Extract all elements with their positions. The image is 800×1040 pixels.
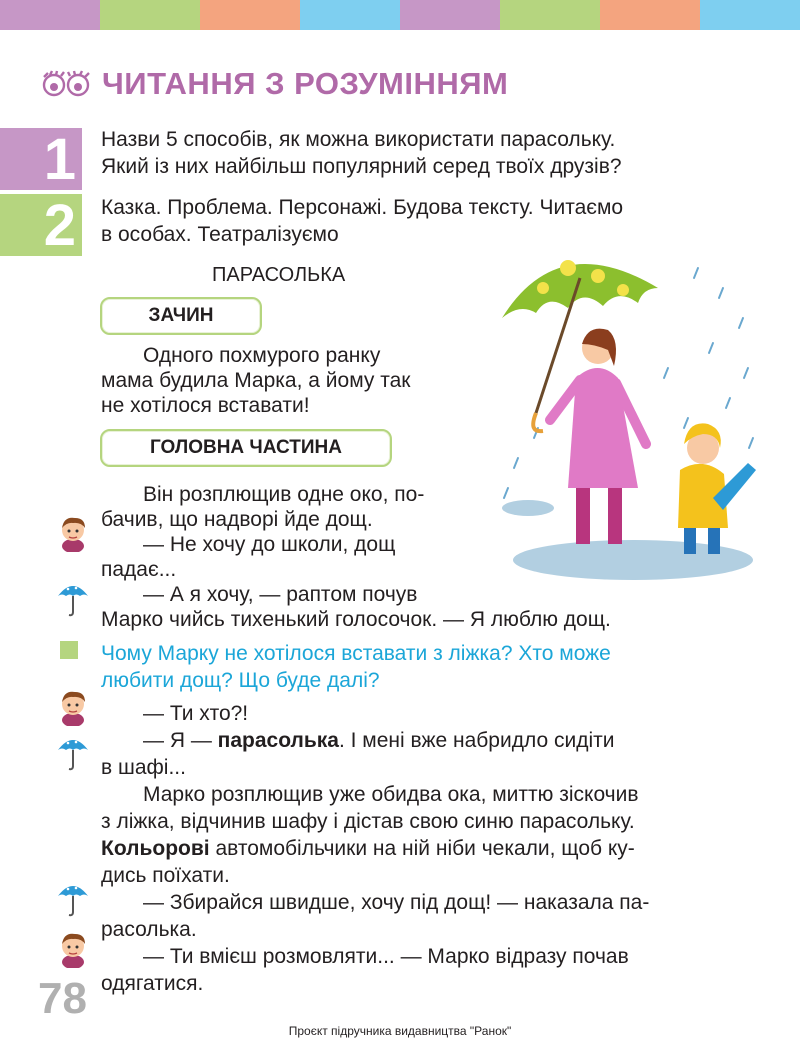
stripe (600, 0, 700, 30)
task-line: Казка. Проблема. Персонажі. Будова тексту. Читаємо (101, 196, 624, 219)
text-line: в шафі... (101, 756, 186, 779)
story-title: ПАРАСОЛЬКА (212, 264, 346, 286)
task-text (101, 194, 623, 248)
task-line: в особах. Театралізуємо (101, 223, 339, 246)
task-number-box (0, 194, 82, 256)
text-line: мама будила Марка, а йому так (101, 369, 411, 392)
text-line: — Ти вмієш розмовляти... — Марко відразу почав (143, 945, 629, 968)
stripe (700, 0, 800, 30)
text-line: дись поїхати. (101, 864, 230, 887)
section-title: ЧИТАННЯ З РОЗУМІННЯМ (102, 66, 509, 101)
boy-speaker-icon (55, 686, 91, 726)
bold-word: Кольорові (101, 837, 210, 860)
text-line: не хотілося вставати! (101, 394, 310, 417)
task-line: Назви 5 способів, як можна використати парасольку. (101, 128, 616, 151)
stripe (300, 0, 400, 30)
task-text (101, 126, 622, 180)
boy-speaker-icon (55, 512, 91, 552)
text-line: — Збирайся швидше, хочу під дощ! — наказала па- (143, 891, 650, 914)
section-label-intro: ЗАЧИН (100, 297, 262, 335)
text-line: Одного похмурого ранку (143, 344, 381, 367)
text-line: — Ти хто?! (143, 702, 249, 725)
text-line: з ліжка, відчинив шафу і дістав свою синю парасольку. (101, 810, 635, 833)
question-marker (60, 641, 78, 659)
dialogue-paragraph (101, 700, 649, 997)
question-line: Чому Марку не хотілося вставати з ліжка? Хто може (101, 642, 611, 665)
stripe (200, 0, 300, 30)
text-line: Марко розплющив уже обидва ока, миттю зіскочив (143, 783, 639, 806)
text-line: Він розплющив одне око, по- (143, 483, 425, 506)
task-number: 2 (43, 193, 76, 258)
question-text (101, 640, 611, 694)
text-line (101, 835, 649, 862)
text-line: падає... (101, 558, 177, 581)
text-line: — Не хочу до школи, дощ (143, 533, 396, 556)
text-line: Марко чийсь тихенький голосочок. — Я люблю дощ. (101, 608, 611, 631)
text-line: расолька. (101, 918, 197, 941)
umbrella-speaker-icon (55, 878, 91, 918)
bold-word: парасолька (217, 729, 339, 752)
task-line: Який із них найбільш популярний серед твоїх друзів? (101, 155, 622, 178)
section-label-main: ГОЛОВНА ЧАСТИНА (100, 429, 392, 467)
text-span: . І мені вже набридло сидіти (338, 729, 615, 752)
footer-note: Проєкт підручника видавництва "Ранок" (288, 1024, 512, 1038)
stripe (400, 0, 500, 30)
boy-speaker-icon (55, 928, 91, 968)
stripe (0, 0, 100, 30)
text-span: автомобільчики на ній ніби чекали, щоб ку- (209, 837, 635, 860)
text-line: — А я хочу, — раптом почув (143, 583, 418, 606)
text-line: одягатися. (101, 972, 204, 995)
text-span: — Я — (143, 729, 218, 752)
umbrella-speaker-icon (55, 578, 91, 618)
stripe (500, 0, 600, 30)
question-line: любити дощ? Що буде далі? (101, 669, 380, 692)
task-number-box (0, 128, 82, 190)
umbrella-speaker-icon (55, 732, 91, 772)
text-line (101, 727, 649, 754)
rain-umbrella-illustration (498, 248, 760, 582)
section-heading (40, 62, 508, 106)
task-number: 1 (43, 127, 76, 192)
stripe (100, 0, 200, 30)
text-line: бачив, що надворі йде дощ. (101, 508, 373, 531)
eyes-icon (40, 70, 92, 98)
intro-paragraph (101, 343, 410, 418)
page-number: 78 (38, 974, 87, 1023)
